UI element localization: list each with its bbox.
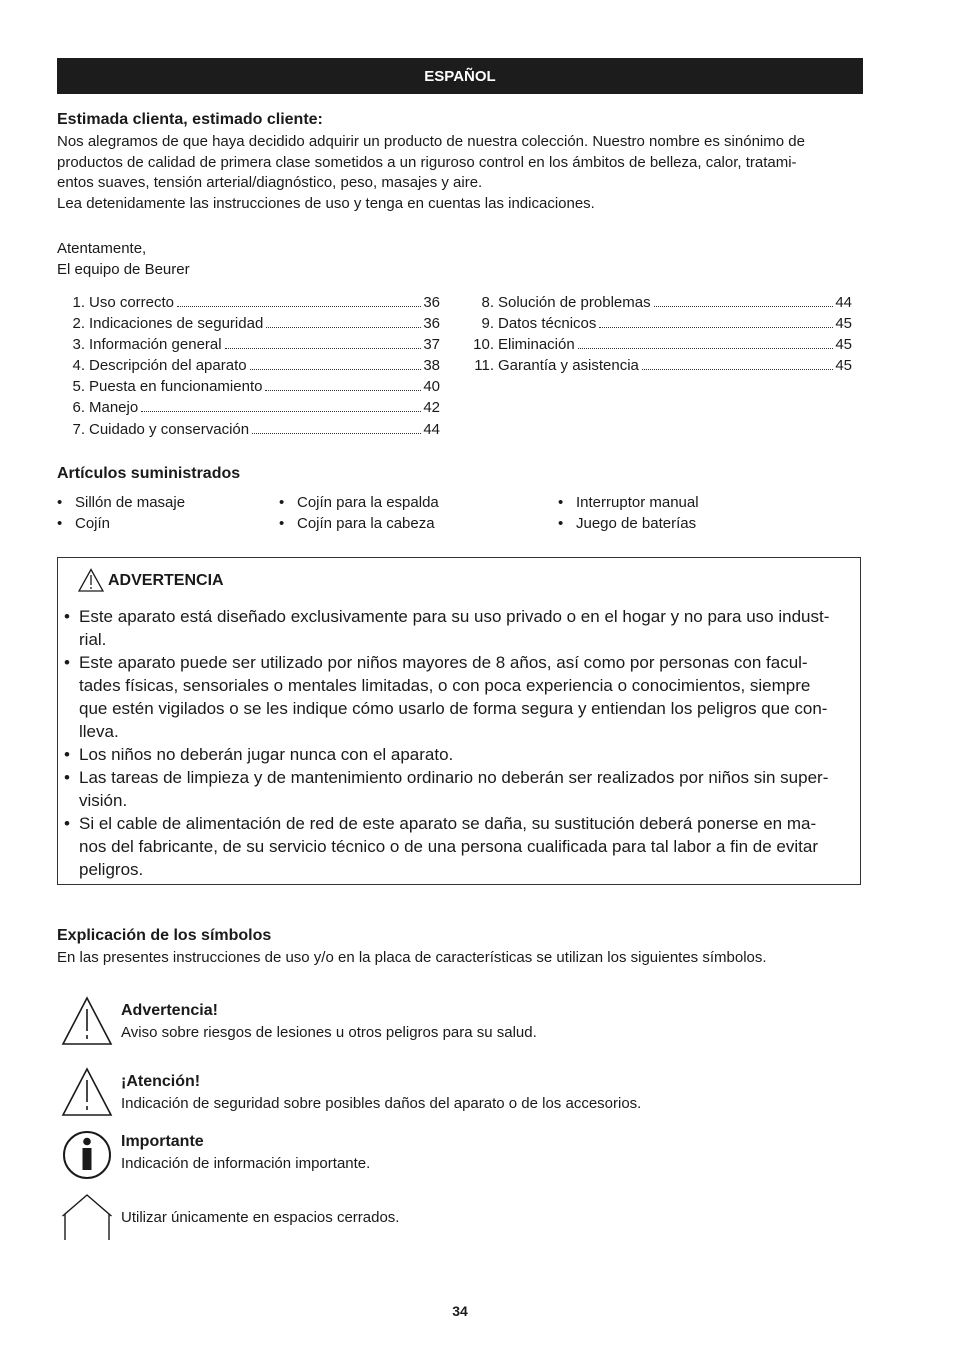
toc-leader — [252, 433, 421, 434]
supplied-item: • Cojín para la espalda — [279, 492, 439, 513]
toc-page: 38 — [423, 357, 440, 375]
toc-entry[interactable] — [57, 336, 440, 357]
toc-leader — [642, 369, 833, 370]
toc-page: 37 — [423, 336, 440, 354]
toc-label: Solución de problemas — [498, 294, 651, 311]
supplied-list-col2 — [279, 492, 439, 534]
toc-page: 36 — [423, 315, 440, 333]
warning-item — [64, 605, 854, 651]
warning-line: tades físicas, sensoriales o mentales limitadas, o con poca experiencia o conocimientos, siempre — [79, 676, 811, 695]
warning-item — [64, 766, 854, 812]
symbols-intro — [57, 948, 867, 969]
toc-leader — [265, 390, 421, 391]
warning-line: • Si el cable de alimentación de red de este aparato se daña, su sustitución deberá ponerse en ma- — [79, 814, 817, 833]
page-number: 34 — [452, 1303, 468, 1319]
symbol-title: Advertencia! — [121, 1002, 218, 1019]
toc-page: 42 — [423, 399, 440, 417]
warning-line: nos del fabricante, de su servicio técnico o de una persona cualificada para tal labor a fin de evitar — [79, 837, 819, 856]
toc-leader — [141, 411, 421, 412]
toc-number: 10. — [473, 336, 494, 354]
toc-number: 7. — [72, 420, 85, 438]
toc-entry[interactable] — [466, 294, 852, 315]
warning-line: peligros. — [79, 860, 144, 879]
greeting-line: productos de calidad de primera clase sometidos a un riguroso control en los ámbitos de belleza, calor, tratami- — [57, 153, 797, 171]
toc-leader — [250, 369, 422, 370]
toc-number: 2. — [72, 315, 85, 333]
warning-item — [64, 651, 854, 743]
attention-triangle-icon — [61, 1067, 113, 1117]
warning-line: • Los niños no deberán jugar nunca con el aparato. — [79, 745, 454, 764]
toc-number: 11. — [474, 357, 494, 375]
toc-page: 36 — [423, 294, 440, 311]
house-icon — [61, 1192, 113, 1242]
warning-triangle-icon — [78, 568, 104, 592]
warning-title: ADVERTENCIA — [108, 572, 224, 589]
supplied-list-col3 — [558, 492, 699, 534]
greeting-text — [57, 132, 867, 214]
toc-entry[interactable] — [466, 336, 852, 357]
greeting-signoff — [57, 238, 190, 280]
greeting-line: entos suaves, tensión arterial/diagnóstico, peso, masajes y aire. — [57, 174, 483, 191]
warning-triangle-icon — [61, 996, 113, 1046]
warning-header — [78, 568, 224, 592]
symbol-description: Indicación de seguridad sobre posibles daños del aparato o de los accesorios. — [121, 1095, 642, 1112]
supplied-item: • Sillón de masaje — [57, 492, 185, 513]
toc-leader — [177, 306, 421, 307]
toc-left-column — [57, 294, 440, 442]
toc-label: Cuidado y conservación — [89, 420, 250, 438]
greeting-line: Lea detenidamente las instrucciones de uso y tenga en cuentas las indicaciones. — [57, 194, 595, 212]
toc-entry[interactable] — [57, 399, 440, 420]
symbol-description: Utilizar únicamente en espacios cerrados. — [121, 1209, 400, 1226]
greeting-title: Estimada clienta, estimado cliente: — [57, 111, 323, 128]
toc-number: 6. — [72, 399, 85, 417]
toc-label: Datos técnicos — [498, 315, 597, 333]
toc-entry[interactable] — [57, 357, 440, 378]
toc-number: 5. — [72, 378, 85, 396]
toc-entry[interactable] — [466, 357, 852, 378]
toc-leader — [578, 348, 834, 349]
warning-line: • Este aparato está diseñado exclusivamente para su uso privado o en el hogar y no para uso indust- — [79, 607, 830, 626]
toc-leader — [266, 327, 421, 328]
symbol-title: ¡Atención! — [121, 1073, 201, 1090]
toc-label: Puesta en funcionamiento — [89, 378, 263, 396]
toc-entry[interactable] — [57, 315, 440, 336]
toc-number: 3. — [72, 336, 85, 354]
toc-number: 8. — [481, 294, 494, 311]
warning-line: • Las tareas de limpieza y de mantenimiento ordinario no deberán ser realizados por niños sin super- — [79, 768, 829, 787]
language-label: ESPAÑOL — [424, 67, 496, 85]
toc-leader — [599, 327, 833, 328]
warning-line: visión. — [79, 791, 128, 810]
warning-box — [57, 557, 861, 885]
supplied-item: • Cojín — [57, 513, 185, 534]
warning-item — [64, 812, 854, 881]
language-header-bar — [57, 58, 863, 94]
supplied-item: • Cojín para la cabeza — [279, 513, 439, 534]
toc-label: Eliminación — [498, 336, 575, 354]
toc-page: 44 — [423, 420, 440, 438]
toc-page: 45 — [835, 315, 852, 333]
warning-item — [64, 743, 854, 766]
toc-label: Manejo — [89, 399, 139, 417]
supplied-item: • Juego de baterías — [558, 513, 699, 534]
supplied-list-col1 — [57, 492, 185, 534]
signature: El equipo de Beurer — [57, 261, 190, 278]
toc-page: 44 — [835, 294, 852, 311]
closing: Atentamente, — [57, 240, 147, 257]
warning-line: lleva. — [79, 722, 119, 741]
supplied-title: Artículos suministrados — [57, 465, 241, 482]
toc-number: 1. — [72, 294, 85, 311]
symbol-description: Aviso sobre riesgos de lesiones u otros peligros para su salud. — [121, 1024, 537, 1041]
toc-label: Información general — [89, 336, 222, 354]
toc-label: Uso correcto — [89, 294, 175, 311]
symbols-intro-line: En las presentes instrucciones de uso y/o en la placa de características se utilizan los siguientes símbolos. — [57, 949, 767, 966]
toc-leader — [225, 348, 422, 349]
supplied-item: • Interruptor manual — [558, 492, 699, 513]
toc-page: 45 — [835, 357, 852, 375]
symbol-title: Importante — [121, 1133, 204, 1150]
warning-list — [64, 605, 854, 881]
toc-page: 40 — [423, 378, 440, 396]
toc-entry[interactable] — [57, 294, 440, 315]
toc-number: 9. — [481, 315, 494, 333]
toc-page: 45 — [835, 336, 852, 354]
warning-line: rial. — [79, 630, 107, 649]
toc-entry[interactable] — [466, 315, 852, 336]
toc-label: Indicaciones de seguridad — [89, 315, 264, 333]
greeting-line: Nos alegramos de que haya decidido adquirir un producto de nuestra colección. Nuestro nombre es sinónimo de — [57, 133, 805, 150]
toc-leader — [654, 306, 834, 307]
toc-label: Garantía y asistencia — [498, 357, 639, 375]
symbol-description: Indicación de información importante. — [121, 1155, 371, 1172]
toc-entry[interactable] — [57, 421, 440, 442]
warning-line: que estén vigilados o se les indique cómo usarlo de forma segura y entiendan los peligros que con- — [79, 699, 828, 718]
info-icon — [61, 1130, 113, 1180]
toc-number: 4. — [72, 357, 85, 375]
warning-line: • Este aparato puede ser utilizado por niños mayores de 8 años, así como por personas con facul- — [79, 653, 808, 672]
toc-right-column — [466, 294, 852, 378]
toc-entry[interactable] — [57, 378, 440, 399]
toc-label: Descripción del aparato — [89, 357, 247, 375]
symbols-title: Explicación de los símbolos — [57, 927, 272, 944]
